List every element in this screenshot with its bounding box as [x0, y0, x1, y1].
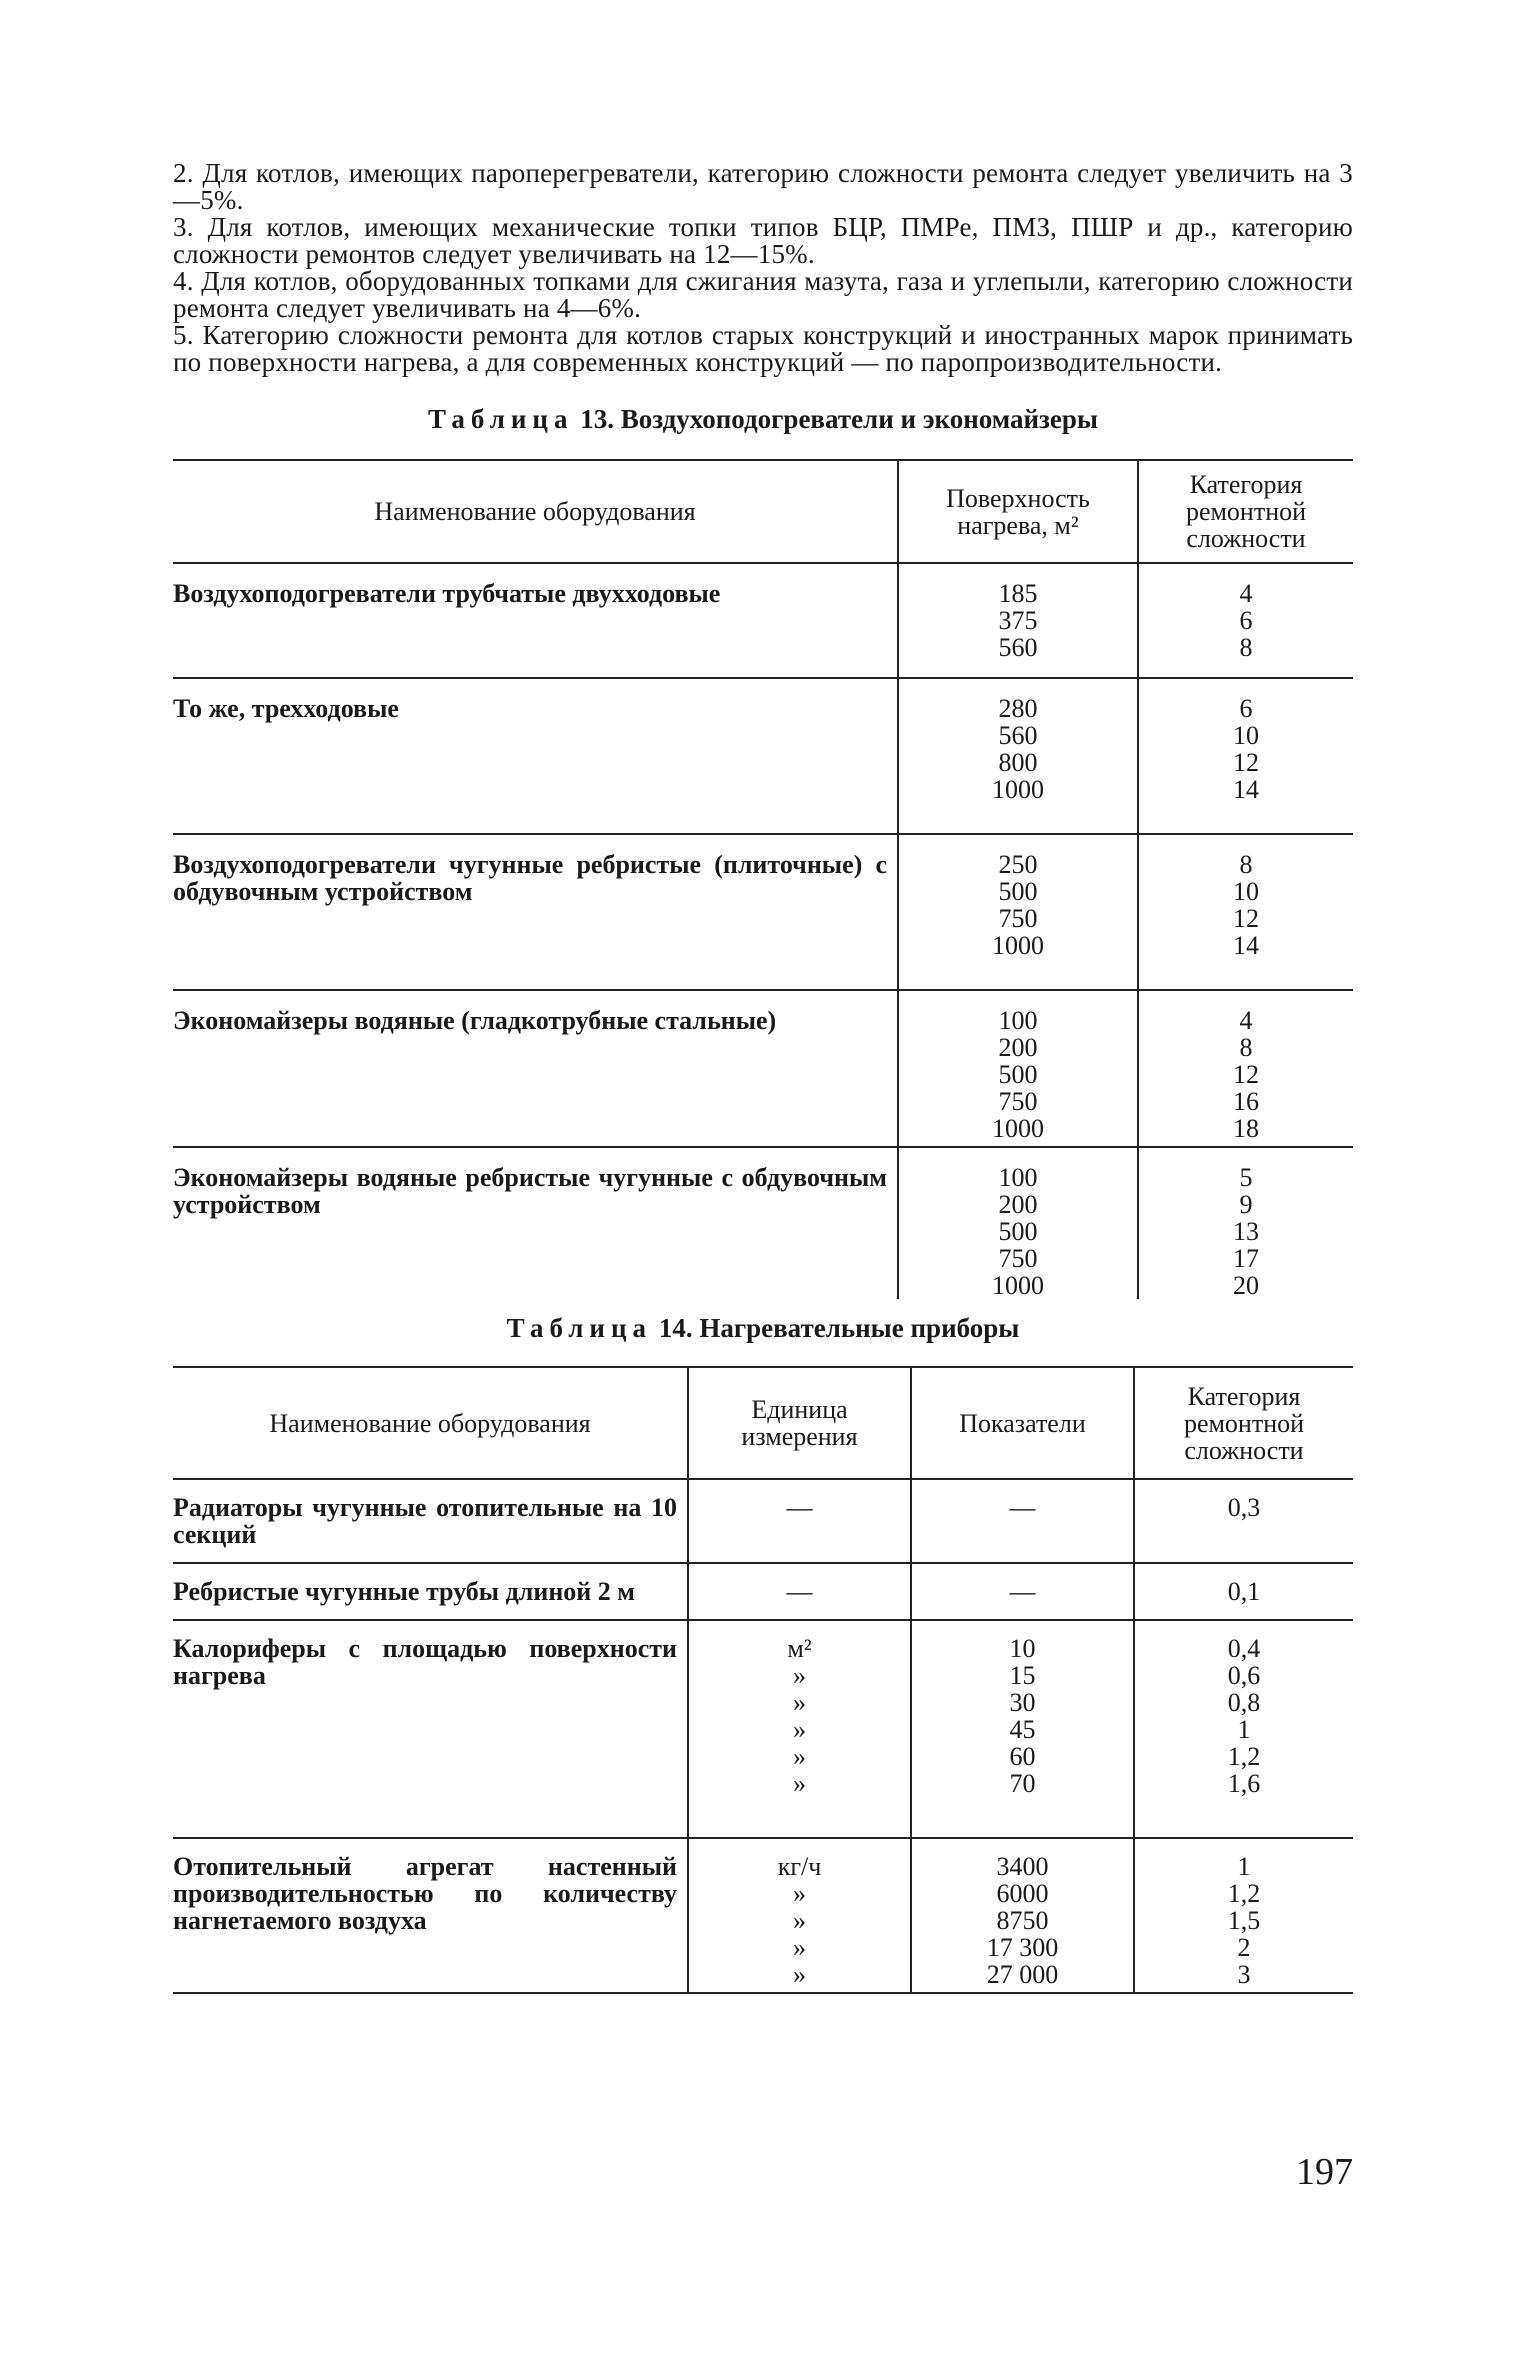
cell-value: 1000	[992, 775, 1044, 804]
cell-value: м²	[787, 1634, 812, 1663]
t13-header-category: Категория ремонтной сложности	[1138, 460, 1353, 563]
cell-value: 200	[998, 1033, 1038, 1062]
cell-value: »	[793, 1742, 806, 1771]
cell-value: 0,8	[1227, 1688, 1261, 1717]
cell-value: 8	[1239, 850, 1253, 879]
cell-value: 27 000	[986, 1960, 1059, 1989]
t14-row-2-unit: —	[688, 1563, 911, 1620]
cell-value: 8	[1239, 633, 1253, 662]
cell-value: 1	[1237, 1852, 1251, 1881]
table-row	[173, 1479, 1353, 1563]
table-13-caption: 13. Воздухоподогреватели и экономайзеры	[580, 404, 1098, 434]
table-14-header-row	[173, 1367, 1353, 1479]
t14-row-3-category	[1134, 1620, 1353, 1838]
table-13-header-row	[173, 460, 1353, 563]
cell-value: 4	[1239, 579, 1253, 608]
cell-value: 6	[1239, 606, 1253, 635]
t13-row-4-category	[1138, 990, 1353, 1147]
cell-value: 1,6	[1227, 1769, 1261, 1798]
cell-value: 800	[998, 748, 1038, 777]
cell-value: кг/ч	[777, 1852, 822, 1881]
note-3: 3. Для котлов, имеющих механические топки типов БЦР, ПМРе, ПМЗ, ПШР и др., категорию сложности ремонтов следует увеличивать на 12—15%.	[173, 212, 1353, 269]
cell-value: 500	[998, 1060, 1038, 1089]
cell-value: »	[793, 1879, 806, 1908]
cell-value: 6000	[996, 1879, 1049, 1908]
t13-row-2-category	[1138, 678, 1353, 834]
t13-row-3-name: Воздухоподогреватели чугунные ребристые (плиточные) с обдувочным устройством	[173, 850, 887, 906]
table-row	[173, 990, 1353, 1147]
cell-value: 375	[998, 606, 1038, 635]
table-row	[173, 1838, 1353, 1993]
t14-row-4-value	[911, 1838, 1134, 1993]
t13-header-name: Наименование оборудования	[374, 497, 696, 526]
t13-row-1-name: Воздухоподогреватели трубчатые двухходовые	[173, 579, 721, 608]
cell-value: 16	[1233, 1087, 1259, 1116]
cell-value: 18	[1233, 1114, 1259, 1143]
t13-row-5-category	[1138, 1147, 1353, 1299]
cell-value: 70	[1009, 1769, 1036, 1798]
cell-value: 12	[1233, 748, 1259, 777]
cell-value: 185	[998, 579, 1038, 608]
t14-row-1-category: 0,3	[1134, 1479, 1353, 1563]
table-row	[173, 678, 1353, 834]
note-4: 4. Для котлов, оборудованных топками для сжигания мазута, газа и углепыли, категорию сложности ремонта следует увеличивать на 4—6%.	[173, 266, 1353, 323]
t14-row-1-value: —	[911, 1479, 1134, 1563]
t13-row-5-surface	[898, 1147, 1138, 1299]
cell-value: 1000	[992, 931, 1044, 960]
cell-value: »	[793, 1933, 806, 1962]
cell-value: 20	[1233, 1271, 1259, 1300]
notes-section	[173, 160, 1353, 376]
table-row	[173, 1620, 1353, 1838]
cell-value: »	[793, 1960, 806, 1989]
cell-value: »	[793, 1661, 806, 1690]
table-14	[173, 1366, 1353, 1994]
table-14-caption: 14. Нагревательные приборы	[658, 1313, 1020, 1343]
t14-row-1-unit: —	[688, 1479, 911, 1563]
t13-row-1-category	[1138, 563, 1353, 678]
t14-row-2-value: —	[911, 1563, 1134, 1620]
t14-row-2-category: 0,1	[1134, 1563, 1353, 1620]
cell-value: 280	[998, 694, 1038, 723]
cell-value: 10	[1233, 721, 1259, 750]
table-row	[173, 1563, 1353, 1620]
t14-row-4-name: Отопительный агрегат настенный производительностью по количеству нагнетаемого воздуха	[173, 1852, 677, 1935]
cell-value: 17 300	[986, 1933, 1059, 1962]
cell-value: 8750	[996, 1906, 1049, 1935]
cell-value: 1,2	[1227, 1879, 1261, 1908]
table-14-label: Таблица	[506, 1313, 653, 1343]
t14-row-3-unit	[688, 1620, 911, 1838]
t13-row-4-name: Экономайзеры водяные (гладкотрубные стальные)	[173, 1006, 777, 1035]
cell-value: 0,6	[1227, 1661, 1261, 1690]
cell-value: 10	[1009, 1634, 1036, 1663]
cell-value: »	[793, 1688, 806, 1717]
cell-value: 560	[998, 633, 1038, 662]
cell-value: 14	[1233, 775, 1259, 804]
cell-value: 17	[1233, 1244, 1259, 1273]
cell-value: 100	[998, 1006, 1038, 1035]
cell-value: 750	[998, 904, 1038, 933]
t14-row-4-category	[1134, 1838, 1353, 1993]
cell-value: 12	[1233, 904, 1259, 933]
cell-value: 45	[1009, 1715, 1036, 1744]
t14-row-4-unit	[688, 1838, 911, 1993]
page-content	[173, 160, 1353, 1994]
t14-row-3-name: Калориферы с площадью поверхности нагрева	[173, 1634, 677, 1690]
t14-header-value: Показатели	[911, 1367, 1134, 1479]
t13-row-2-surface	[898, 678, 1138, 834]
cell-value: 750	[998, 1244, 1038, 1273]
t14-row-2-name: Ребристые чугунные трубы длиной 2 м	[173, 1577, 635, 1606]
cell-value: 6	[1239, 694, 1253, 723]
cell-value: 30	[1009, 1688, 1036, 1717]
cell-value: 1000	[992, 1271, 1044, 1300]
t14-header-name: Наименование оборудования	[269, 1408, 591, 1438]
t13-header-surface: Поверхность нагрева, м²	[898, 460, 1138, 563]
cell-value: »	[793, 1715, 806, 1744]
t13-row-2-name: То же, трехходовые	[173, 694, 399, 723]
cell-value: 0,4	[1227, 1634, 1261, 1663]
cell-value: 4	[1239, 1006, 1253, 1035]
t14-row-3-value	[911, 1620, 1134, 1838]
cell-value: 2	[1237, 1933, 1251, 1962]
table-13-title	[173, 404, 1353, 435]
cell-value: 1	[1237, 1715, 1251, 1744]
t13-row-1-surface	[898, 563, 1138, 678]
table-14-title	[173, 1313, 1353, 1344]
cell-value: 14	[1233, 931, 1259, 960]
table-row	[173, 563, 1353, 678]
cell-value: 8	[1239, 1033, 1253, 1062]
cell-value: 9	[1239, 1190, 1253, 1219]
cell-value: 250	[998, 850, 1038, 879]
cell-value: 1,5	[1227, 1906, 1261, 1935]
cell-value: 1,2	[1227, 1742, 1261, 1771]
table-13-label: Таблица	[428, 404, 574, 434]
cell-value: 13	[1233, 1217, 1259, 1246]
cell-value: »	[793, 1769, 806, 1798]
cell-value: 3400	[996, 1852, 1049, 1881]
cell-value: »	[793, 1906, 806, 1935]
t14-header-unit: Единица измерения	[688, 1367, 911, 1479]
cell-value: 200	[998, 1190, 1038, 1219]
page-number: 197	[1296, 2151, 1353, 2193]
t14-row-1-name: Радиаторы чугунные отопительные на 10 секций	[173, 1493, 677, 1549]
t13-row-3-category	[1138, 834, 1353, 990]
cell-value: 100	[998, 1163, 1038, 1192]
t13-row-5-name: Экономайзеры водяные ребристые чугунные с обдувочным устройством	[173, 1163, 887, 1219]
table-13	[173, 459, 1353, 1299]
table-row	[173, 834, 1353, 990]
cell-value: 750	[998, 1087, 1038, 1116]
cell-value: 560	[998, 721, 1038, 750]
t14-header-category: Категория ремонтной сложности	[1134, 1367, 1353, 1479]
cell-value: 500	[998, 1217, 1038, 1246]
cell-value: 60	[1009, 1742, 1036, 1771]
cell-value: 12	[1233, 1060, 1259, 1089]
cell-value: 15	[1009, 1661, 1036, 1690]
cell-value: 1000	[992, 1114, 1044, 1143]
cell-value: 10	[1233, 877, 1259, 906]
t13-row-4-surface	[898, 990, 1138, 1147]
t13-row-3-surface	[898, 834, 1138, 990]
cell-value: 500	[998, 877, 1038, 906]
cell-value: 3	[1237, 1960, 1251, 1989]
table-row	[173, 1147, 1353, 1299]
note-5: 5. Категорию сложности ремонта для котлов старых конструкций и иностранных марок принимать по поверхности нагрева, а для современных конструкций — по паропроизводительности.	[173, 320, 1353, 377]
cell-value: 5	[1239, 1163, 1253, 1192]
note-2: 2. Для котлов, имеющих пароперегреватели, категорию сложности ремонта следует увеличить на 3—5%.	[173, 158, 1353, 215]
